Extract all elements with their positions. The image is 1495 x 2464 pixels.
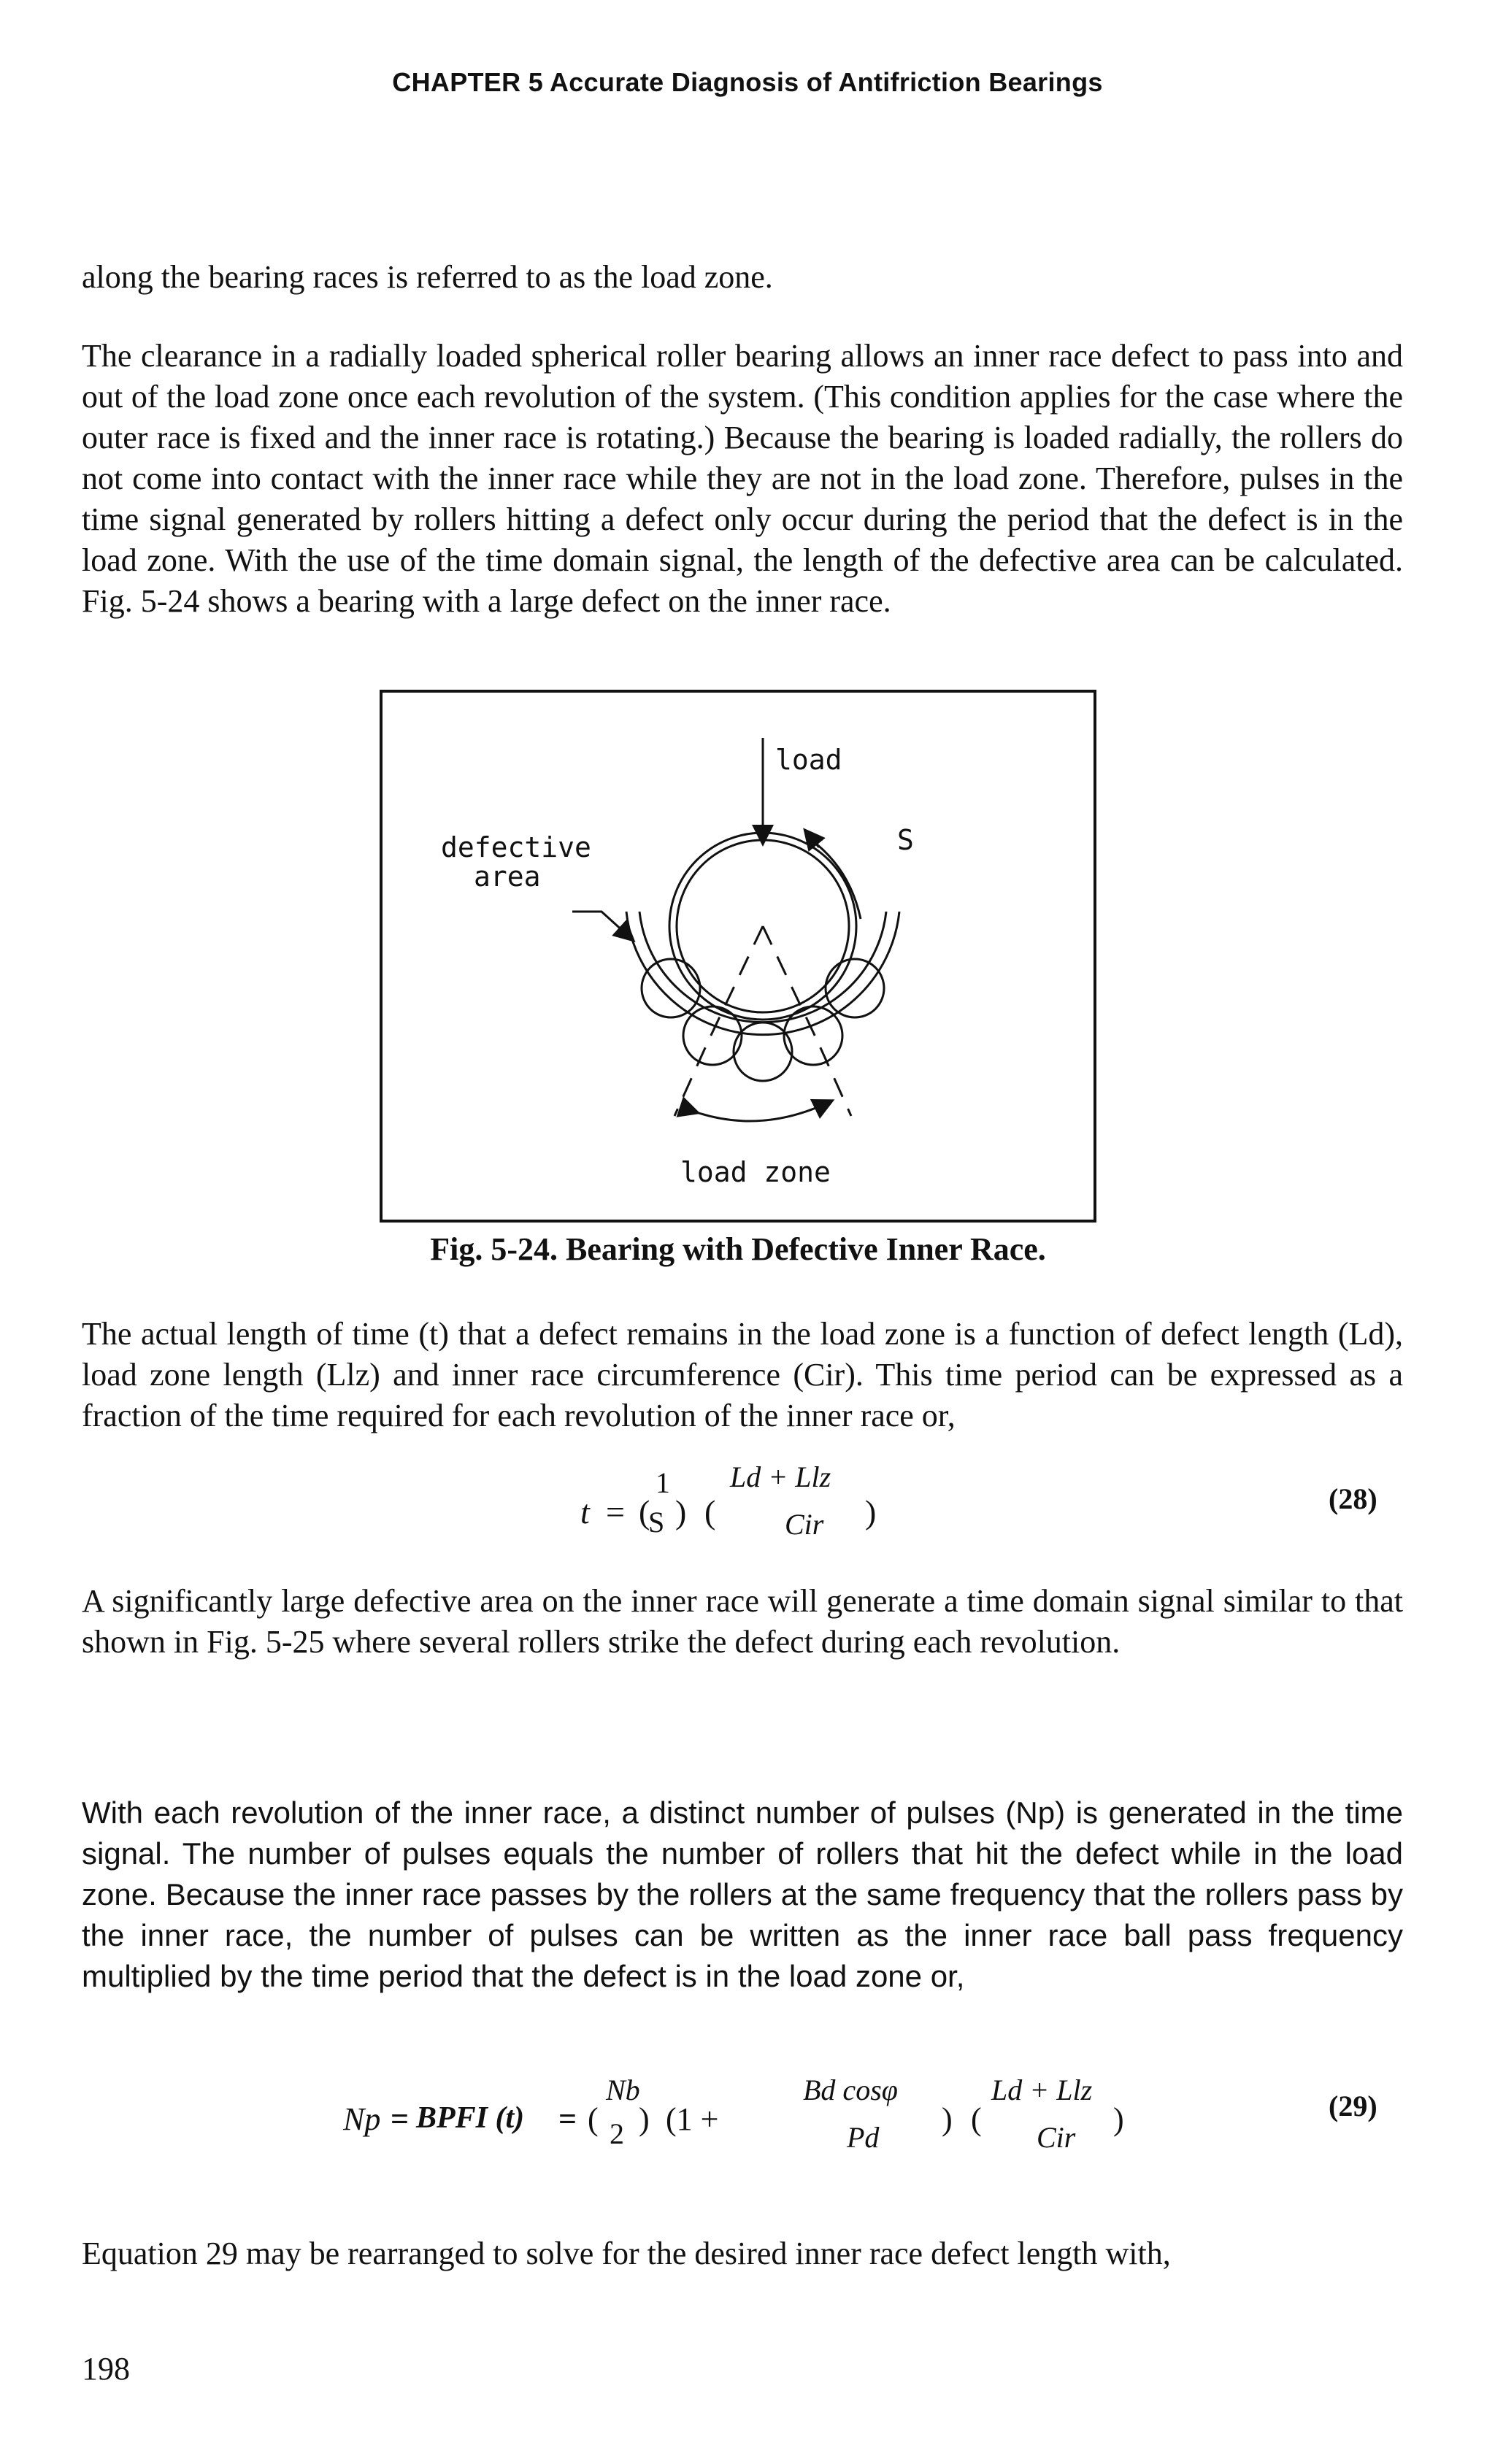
paragraph-6: Equation 29 may be rearranged to solve for the desired inner race defect length with, (82, 2236, 1171, 2271)
paragraph-3: The actual length of time (t) that a defect remains in the load zone is a function of defect length (Ld), load zone length (Llz) and inner race circumference (Cir). This time period can be expressed as a fraction of the time required for each revolution of the inner race or, (82, 1316, 1403, 1433)
paragraph-4: A significantly large defective area on the inner race will generate a time domain signal similar to that shown in Fig. 5-25 where several rollers strike the defect during each revolution. (82, 1583, 1403, 1660)
eq28-number: (28) (1329, 1482, 1377, 1515)
document-page: CHAPTER 5 Accurate Diagnosis of Antifriction Bearings along the bearing races is referred to as the load zone. The clearance in a radially loaded spherical roller bearing allows an inner race defect to pass into and out of the load zone once each revolution of the system. (This condition applies for the case where the outer race is fixed and the inner race is rotating.) Because the bearing is loaded radially, the rollers do not come into contact with the inner race while they are not in the load zone. Therefore, pulses in the time signal generated by rollers hitting a defect only occur during the period that the defect is in the load zone. With the use of the time domain signal, the length of the defective area can be calculated. Fig. 5-24 shows a bearing with a large defect on the inner race. load defective area S load zone Fig. 5-24. Bearing with Defective Inner Race. The actual length of time (t) that a defect remains in the load zone is a function of defect length (Ld), load zone length (Llz) and inner race circumference (Cir). This time period can be expressed as a fraction of the time required for each revolution of the inner race or, t = ( 1 S ) ( Ld + Llz Cir ) (28) A significantly large defective area on the inner race will generate a time domain signal similar to that shown in Fig. 5-25 where several rollers strike the defect during each revolution. With each revolution of the inner race, a distinct number of pulses (Np) is generated in the time signal. The number of pulses equals the number of rollers that hit the defect while in the load zone. Because the inner race passes by the rollers at the same frequency that the rollers pass by the inner race, the number of pulses can be written as the inner race ball pass frequency multiplied by the time period that the defect is in the load zone or, Np = BPFI (t) = ( Nb 2 ) (1 + Bd cosφ Pd ) ( Ld + Llz Cir ) (29) Equation 29 may be rearranged to solve for the desired inner race defect length with, 198 (0, 0, 1495, 2464)
load-zone-arc (696, 1101, 831, 1121)
eq29-equals: = (391, 2101, 410, 2137)
eq28-equals: = (606, 1493, 625, 1531)
bearing-diagram (383, 693, 1094, 1220)
bearing-figure (380, 690, 1096, 1223)
eq29-lhs: Np (343, 2101, 381, 2137)
eq28-frac2-den: Cir (785, 1508, 824, 1541)
load-zone-label: load zone (680, 1156, 831, 1188)
eq29-one-plus: (1 + (666, 2101, 719, 2137)
eq28-frac1-num: 1 (656, 1466, 670, 1499)
page-number: 198 (82, 2351, 130, 2387)
paragraph-5: With each revolution of the inner race, a distinct number of pulses (Np) is generated in the time signal. The number of pulses equals the number of rollers that hit the defect while in the load zone. Because the inner race passes by the rollers at the same frequency that the rollers pass by the inner race, the number of pulses can be written as the inner race ball pass frequency multiplied by the time period that the defect is in the load zone or, (82, 1795, 1403, 1993)
roller (784, 1006, 842, 1065)
area-label: area (474, 861, 541, 893)
eq29-number: (29) (1329, 2090, 1377, 2122)
eq29-frac3-num: Ld + Llz (991, 2074, 1093, 2106)
eq29-frac2-num: Bd cosφ (803, 2074, 898, 2106)
figure-caption: Fig. 5-24. Bearing with Defective Inner Race. (430, 1231, 1046, 1267)
paragraph-2: The clearance in a radially loaded spherical roller bearing allows an inner race defect to pass into and out of the load zone once each revolution of the system. (This condition applies for the case where the outer race is fixed and the inner race is rotating.) Because the bearing is loaded radially, the rollers do not come into contact with the inner race while they are not in the load zone. Therefore, pulses in the time signal generated by rollers hitting a defect only occur during the period that the defect is in the load zone. With the use of the time domain signal, the length of the defective area can be calculated. Fig. 5-24 shows a bearing with a large defect on the inner race. (82, 338, 1403, 619)
eq29-frac1-den: 2 (610, 2117, 624, 2150)
roller (642, 959, 700, 1017)
eq29-frac1-num: Nb (606, 2074, 640, 2106)
defect-pointer (572, 912, 632, 939)
paragraph-1: along the bearing races is referred to as the load zone. (82, 259, 773, 295)
chapter-header: CHAPTER 5 Accurate Diagnosis of Antifriction Bearings (392, 67, 1103, 97)
eq28-frac2-num: Ld + Llz (730, 1460, 831, 1493)
eq29-frac2-den: Pd (847, 2121, 880, 2154)
roller (826, 959, 884, 1017)
eq28-frac1-den: S (648, 1506, 665, 1539)
s-label: S (897, 824, 914, 856)
eq29-bpfi: BPFI (t) (416, 2101, 525, 2135)
eq28-lhs: t (580, 1493, 590, 1531)
load-label: load (775, 744, 842, 776)
eq29-frac3-den: Cir (1037, 2121, 1076, 2154)
defective-label: defective (441, 831, 591, 863)
